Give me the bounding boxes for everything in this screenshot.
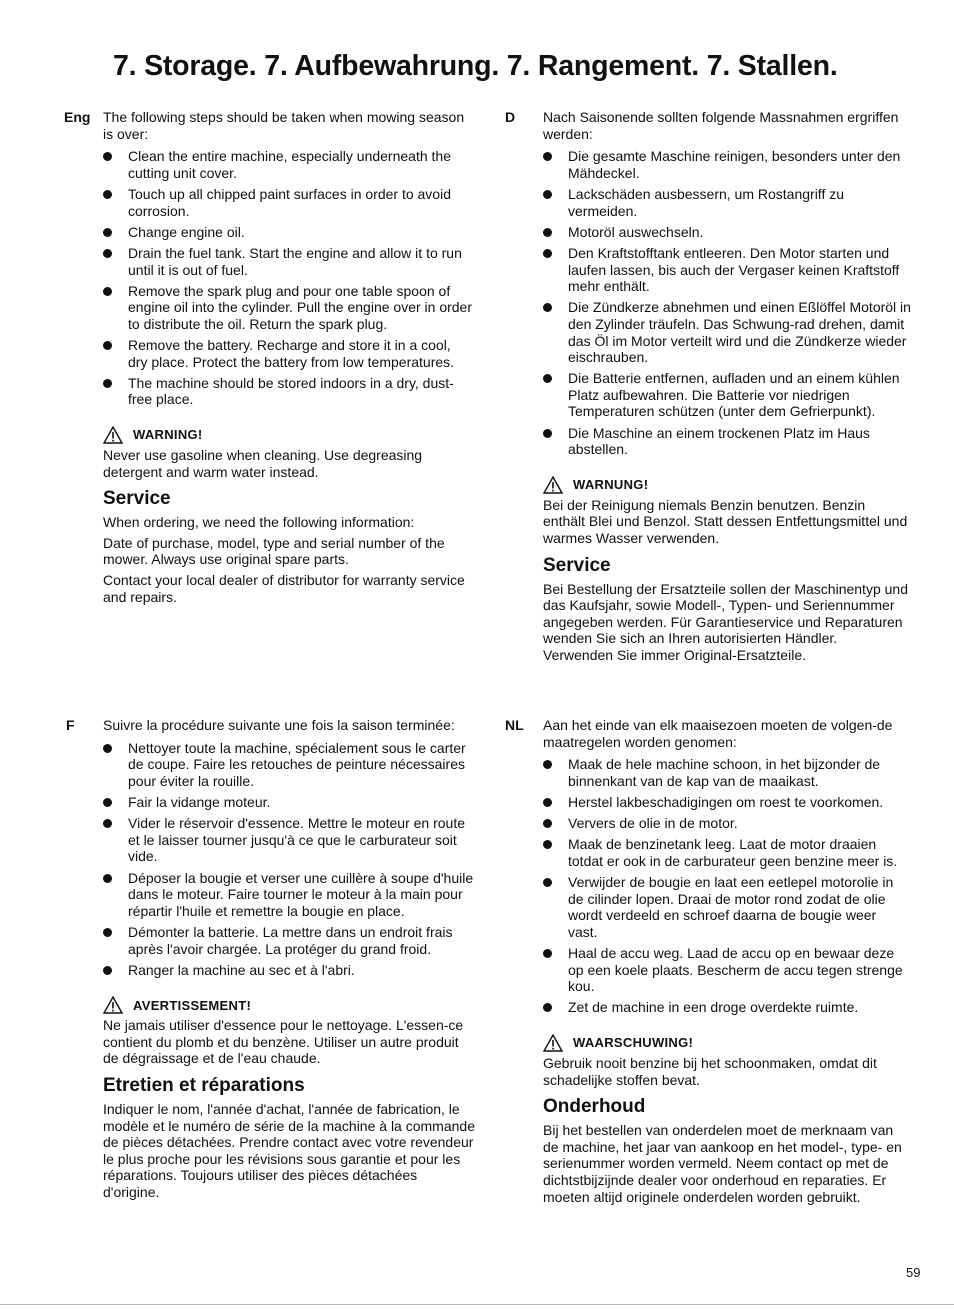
intro-text: The following steps should be taken when mowing season is over: [103, 109, 465, 142]
bullet-icon [103, 190, 112, 199]
list-item: Zet de machine in een droge overdekte ruimte. [543, 999, 909, 1016]
bullet-icon [103, 341, 112, 350]
intro-text: Aan het einde van elk maaisezoen moeten de volgen-de maatregelen worden genomen: [543, 717, 893, 750]
language-label-eng: Eng [64, 109, 91, 125]
language-label-nl: NL [505, 717, 524, 733]
list-item: Vider le réservoir d'essence. Mettre le moteur en route et le laisser tourner jusqu'à ce que le carburateur soit vide. [103, 815, 475, 865]
list-item: Die Batterie entfernen, aufladen und an einem kühlen Platz aufbewahren. Die Batterie vor niedrigen Temperaturen schützen (unter dem Gefrierpunkt). [543, 370, 911, 420]
bullet-icon [543, 840, 552, 849]
list-item: Déposer la bougie et verser une cuillère à soupe d'huile dans le moteur. Faire tourner le moteur à la main pour répartir l'huile et remettre la bougie en place. [103, 870, 475, 920]
bullet-icon [543, 228, 552, 237]
list-item: Maak de hele machine schoon, in het bijzonder de binnenkant van de kap van de maaikast. [543, 756, 909, 789]
service-paragraph: When ordering, we need the following information: [103, 514, 415, 531]
bullet-icon [103, 249, 112, 258]
list-item: Haal de accu weg. Laad de accu op en bewaar deze op een koele plaats. Bescherm de accu tegen strenge kou. [543, 945, 909, 995]
bottom-divider [0, 1304, 954, 1305]
list-item: Démonter la batterie. La mettre dans un endroit frais après l'avoir chargée. La protéger du grand froid. [103, 924, 475, 957]
section-english [103, 109, 473, 609]
bullet-icon [103, 152, 112, 161]
warning-title: WAARSCHUWING! [573, 1035, 694, 1051]
bullet-icon [543, 760, 552, 769]
list-item: Die gesamte Maschine reinigen, besonders unter den Mähdeckel. [543, 148, 911, 181]
language-label-f: F [66, 717, 75, 733]
intro-text: Nach Saisonende sollten folgende Massnahmen ergriffen werden: [543, 109, 899, 142]
warning-text: Bei der Reinigung niemals Benzin benutzen. Benzin enthält Blei und Benzol. Statt dessen Entfettungsmittel und warmes Wasser verwenden. [543, 496, 908, 547]
bullet-icon [543, 1003, 552, 1012]
section-french [103, 717, 475, 1205]
list-item: Lackschäden ausbessern, um Rostangriff zu vermeiden. [543, 186, 911, 219]
warning-triangle-icon [543, 1034, 563, 1052]
warning-text: Gebruik nooit benzine bij het schoonmaken, omdat dit schadelijke stoffen bevat. [543, 1055, 877, 1088]
bullet-icon [543, 878, 552, 887]
list-item: Clean the entire machine, especially underneath the cutting unit cover. [103, 148, 473, 181]
service-paragraph: Date of purchase, model, type and serial number of the mower. Always use original spare parts. [103, 534, 445, 568]
bullet-icon [103, 379, 112, 388]
warning-title: AVERTISSEMENT! [133, 997, 252, 1013]
steps-list [543, 148, 911, 458]
warning-heading [543, 476, 911, 494]
service-paragraph: Bij het bestellen van onderdelen moet de merknaam van de machine, het jaar van aankoop en het model-, type- en serienummer worden vermeld. Neem contact op met de dichtstbijzijnde dealer voor onderhoud en reparaties. Er moeten altijd originele onderdelen worden gebruikt. [543, 1122, 902, 1205]
bullet-icon [543, 429, 552, 438]
list-item: Nettoyer toute la machine, spécialement sous le carter de coupe. Faire les retouches de peinture nécessaires pour éviter la rouille. [103, 740, 475, 790]
list-item: Die Zündkerze abnehmen und einen Eßlöffel Motoröl in den Zylinder träufeln. Das Schwung-rad drehen, damit das Öl im Motor verteilt wird und die Zündkerze wieder eischrauben. [543, 299, 911, 365]
section-german [543, 109, 911, 668]
bullet-icon [543, 949, 552, 958]
list-item: Ververs de olie in de motor. [543, 815, 909, 832]
bullet-icon [103, 874, 112, 883]
warning-triangle-icon [543, 476, 563, 494]
language-label-d: D [505, 109, 516, 125]
list-item: Change engine oil. [103, 224, 473, 241]
section-dutch [543, 717, 909, 1209]
intro-text: Suivre la procédure suivante une fois la saison terminée: [103, 717, 455, 733]
warning-text: Never use gasoline when cleaning. Use degreasing detergent and warm water instead. [103, 447, 423, 480]
bullet-icon [543, 819, 552, 828]
bullet-icon [103, 287, 112, 296]
bullet-icon [543, 374, 552, 383]
warning-heading [103, 996, 475, 1014]
warning-title: WARNING! [133, 427, 203, 443]
list-item: Remove the battery. Recharge and store it in a cool, dry place. Protect the battery from low temperatures. [103, 337, 473, 370]
service-paragraph: Bei Bestellung der Ersatzteile sollen der Maschinentyp und das Kaufsjahr, sowie Modell-, Typen- und Seriennummer angegeben werden. Für Garantieservice und Reparaturen wenden Sie sich an Ihren autorisierten Händler. Verwenden Sie immer Original-Ersatzteile. [543, 580, 908, 663]
list-item: The machine should be stored indoors in a dry, dust-free place. [103, 375, 473, 408]
bullet-icon [543, 798, 552, 807]
bullet-icon [103, 798, 112, 807]
bullet-icon [543, 190, 552, 199]
bullet-icon [103, 744, 112, 753]
steps-list [543, 756, 909, 1016]
service-paragraph: Contact your local dealer of distributor for warranty service and repairs. [103, 572, 465, 605]
steps-list [103, 148, 473, 408]
service-heading: Service [543, 554, 611, 576]
bullet-icon [543, 249, 552, 258]
bullet-icon [543, 152, 552, 161]
warning-title: WARNUNG! [573, 477, 649, 493]
warning-text: Ne jamais utiliser d'essence pour le nettoyage. L'essen-ce contient du plomb et du benzène. Utiliser un autre produit de dégraissage et de l'eau chaude. [103, 1017, 464, 1067]
warning-triangle-icon [103, 996, 123, 1014]
service-paragraph: Indiquer le nom, l'année d'achat, l'année de fabrication, le modèle et le numéro de série de la machine à la commande de pièces détachées. Prendre contact avec votre revendeur le plus proche pour les révisions sous garantie et pour les réparations. Toujours utiliser des pièces détachées d'origine. [103, 1101, 475, 1201]
service-heading: Onderhoud [543, 1096, 646, 1118]
list-item: Maak de benzinetank leeg. Laat de motor draaien totdat er ook in de carburateur geen benzine meer is. [543, 836, 909, 869]
list-item: Herstel lakbeschadigingen om roest te voorkomen. [543, 794, 909, 811]
page-title: 7. Storage. 7. Aufbewahrung. 7. Rangement. 7. Stallen. [113, 50, 838, 82]
bullet-icon [543, 303, 552, 312]
list-item: Remove the spark plug and pour one table spoon of engine oil into the cylinder. Pull the engine over in order to distribute the oil. Return the spark plug. [103, 283, 473, 333]
list-item: Touch up all chipped paint surfaces in order to avoid corrosion. [103, 186, 473, 219]
service-heading: Etretien et réparations [103, 1075, 305, 1097]
warning-heading [103, 426, 473, 444]
steps-list [103, 740, 475, 979]
bullet-icon [103, 966, 112, 975]
warning-triangle-icon [103, 426, 123, 444]
list-item: Drain the fuel tank. Start the engine and allow it to run until it is out of fuel. [103, 245, 473, 278]
list-item: Den Kraftstofftank entleeren. Den Motor starten und laufen lassen, bis auch der Vergaser keinen Kraftstoff mehr enthält. [543, 245, 911, 295]
list-item: Die Maschine an einem trockenen Platz im Haus abstellen. [543, 425, 911, 458]
bullet-icon [103, 928, 112, 937]
bullet-icon [103, 819, 112, 828]
bullet-icon [103, 228, 112, 237]
list-item: Verwijder de bougie en laat een eetlepel motorolie in de cilinder lopen. Draai de motor rond zodat de olie wordt verdeeld en schroef daarna de bougie weer vast. [543, 874, 909, 940]
service-heading: Service [103, 488, 171, 510]
list-item: Motoröl auswechseln. [543, 224, 911, 241]
page-number: 59 [906, 1265, 921, 1280]
warning-heading [543, 1034, 909, 1052]
list-item: Fair la vidange moteur. [103, 794, 475, 811]
list-item: Ranger la machine au sec et à l'abri. [103, 962, 475, 979]
